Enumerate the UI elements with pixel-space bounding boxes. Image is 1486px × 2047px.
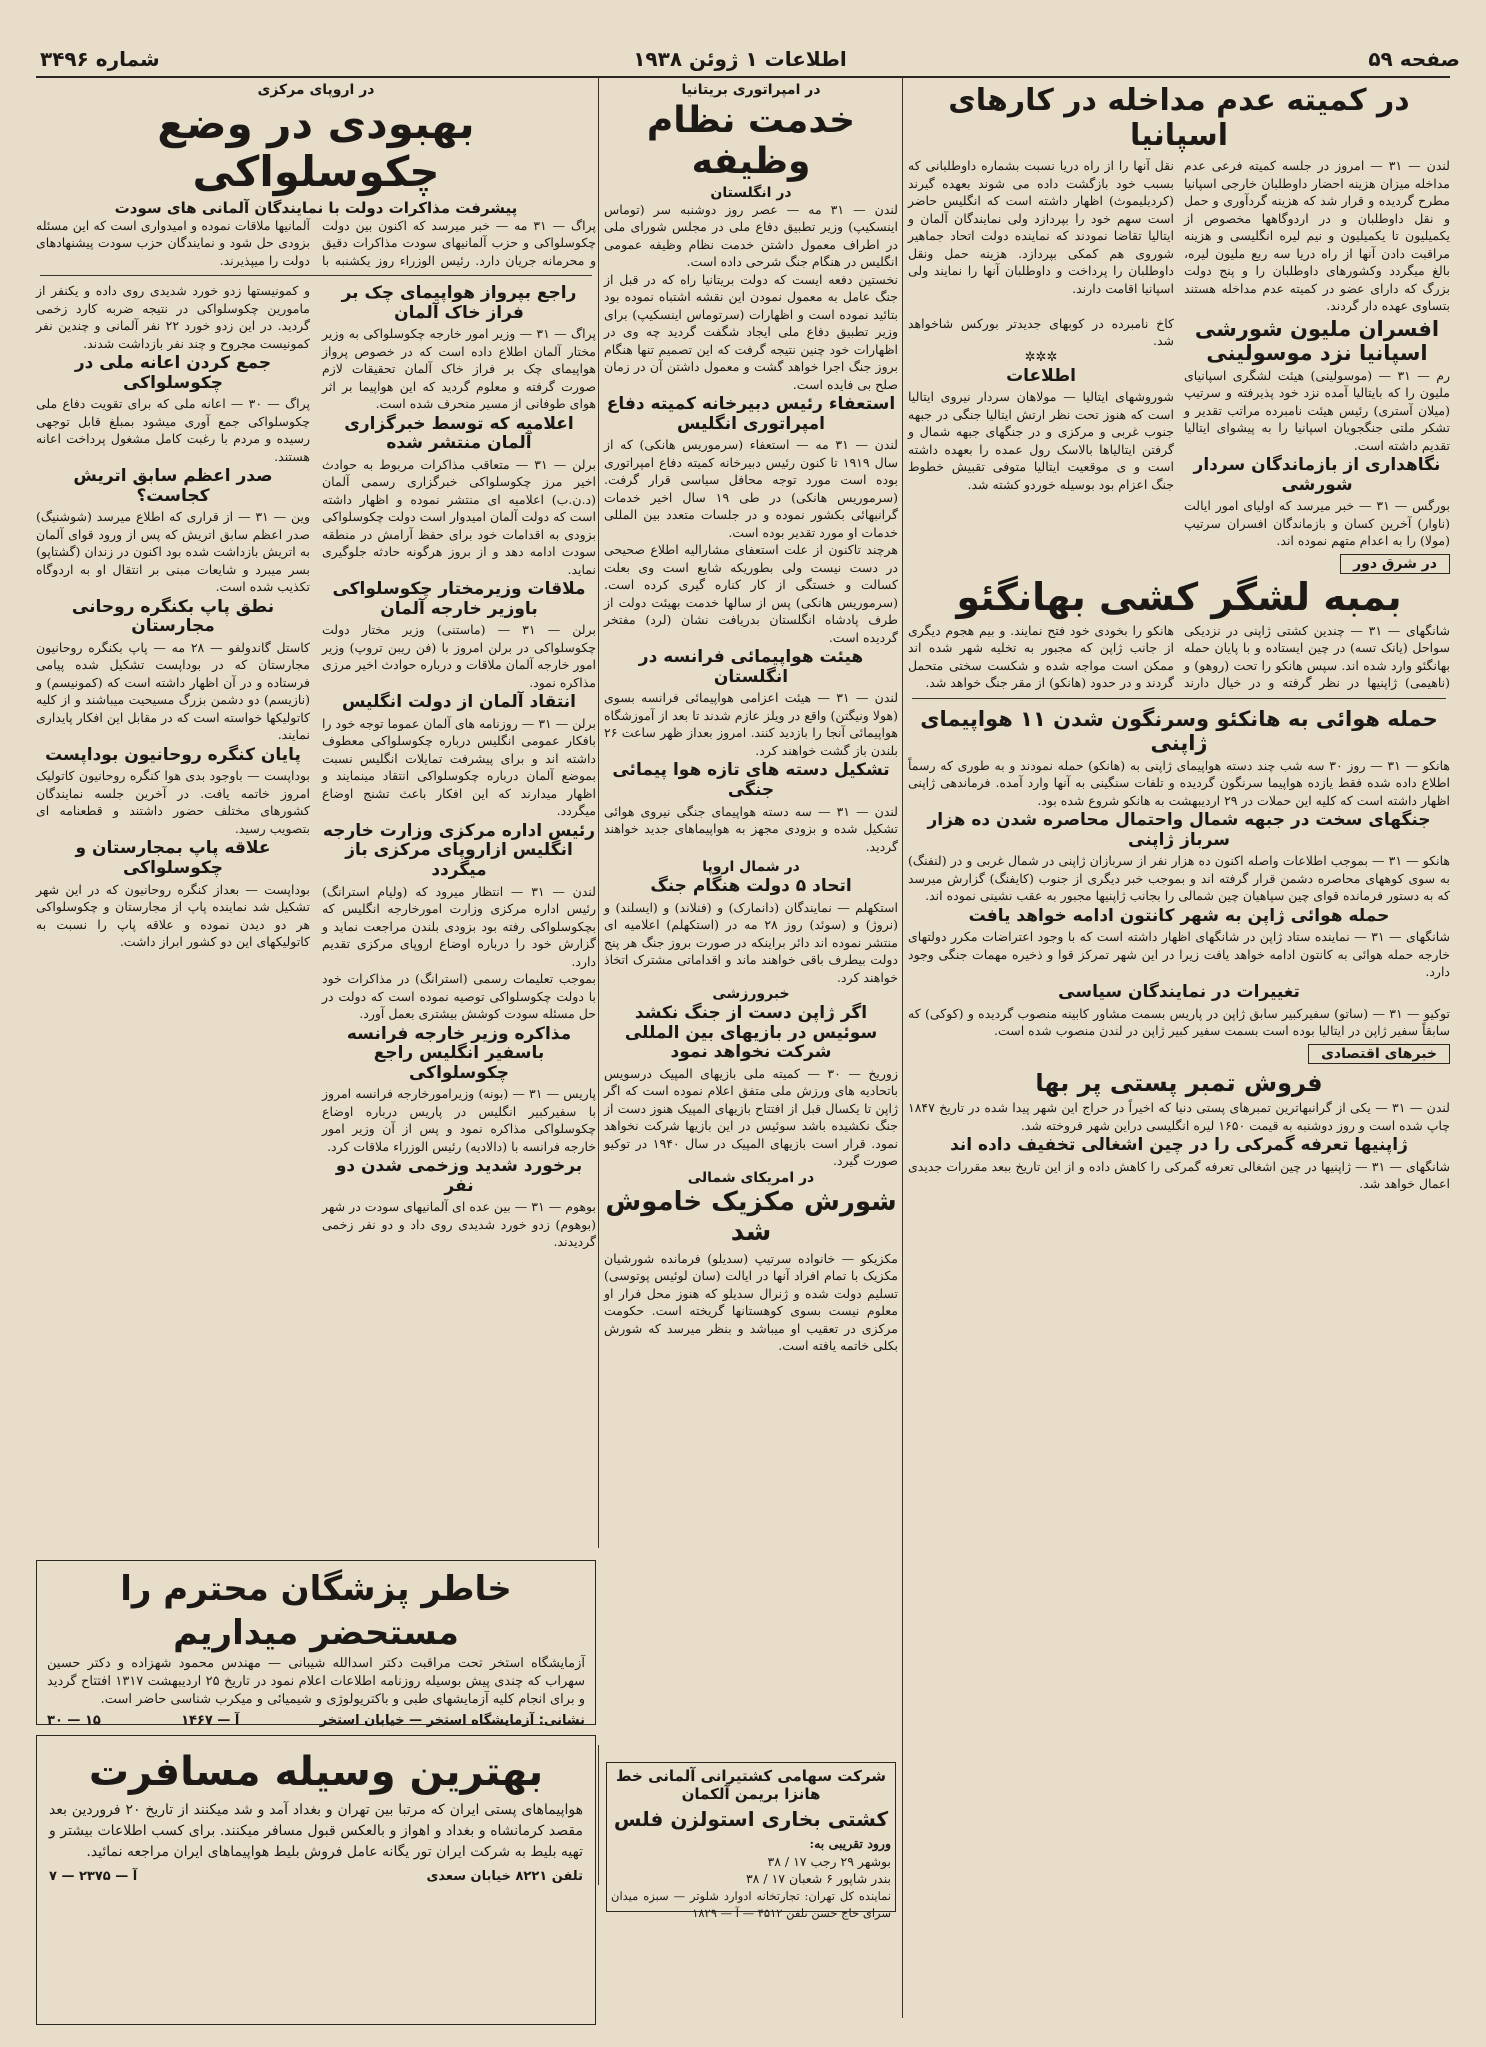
headline-protest: راجع بپرواز هواپیمای چک بر فراز خاک آلمان: [341, 283, 577, 323]
article-text: پاریس — ۳۱ — (بونه) وزیرامورخارجه فرانسه امروز با سفیرکبیر انگلیس در پاریس درباره اوضاع چکوسلواکی مذاکره نمود و پس از آن وزیر امور خارجه فرانسه با (دالادیه) رئیس الوزراء ملاقات کرد.: [322, 1086, 596, 1154]
section-america: در امریکای شمالی: [687, 1169, 815, 1186]
ad-shipping-arrival: ورود تقریبی به:: [809, 1836, 891, 1851]
article-text: لندن — ۳۱ — انتظار میرود که (ولیام استرانگ) رئیس اداره مرکزی وزارت امورخارجه انگلیس که بچکوسلواکی رفته بود بزودی بلندن مراجعت نماید و گزارش خود را درباره اوضاع اروپای مرکزی تقدیم دارد.: [322, 883, 596, 969]
article-text: مکزیکو — خانواده سرتیپ (سدیلو) فرمانده شورشیان مکزیک با تمام افراد آنها در ایالت (سان لوئیس پوتوسی) تسلیم دولت شده و ژنرال سدیلو که هنوز محل فرار او معلوم نیست بسوی کوهستانها گریخته است. حکومت مرکزی در تعقیب او میباشد و بنظر میرسد که شورش بکلی خاتمه یافته است.: [604, 1250, 898, 1354]
headline-squad: تشکیل دسته های تازه هوا پیمائی جنگی: [612, 760, 890, 801]
headline-canton: حمله هوائی ژاپن به شهر کانتون ادامه خواهد یافت: [968, 905, 1390, 926]
ad-shipping-row: بندر شاپور ۶ شعبان ۱۷ / ۳۸: [745, 1871, 891, 1886]
ad-travel: [36, 1735, 596, 2025]
ad-laboratory: [36, 1560, 596, 1728]
ad-shipping-row: بوشهر ۲۹ رجب ۱۷ / ۳۸: [767, 1853, 891, 1869]
headline-battles: جنگهای سخت در جبهه شمال واحتمال محاصره شدن ده هزار سرباز ژاپنی: [927, 810, 1431, 850]
article-text: بوداپست — بعداز کنگره روحانیون که در این شهر تشکیل شد نماینده پاپ از مجارستان و چکوسلواکی هر دو دیدن نموده و علاقه پاپ را نسبت به کاتولیکهای این دو کشور ابراز داشت.: [36, 881, 310, 950]
ad-laboratory-title: خاطر پزشگان محترم را مستحضر میداریم: [120, 1569, 512, 1653]
headline-conscription: خدمت نظام وظیفه: [646, 100, 856, 183]
article-text: لندن — ۳۱ — یکی از گرانبهاترین تمبرهای پستی دنیا که اخیراً در حراج این شهر پیدا شده در تاریخ ۱۸۴۷ چاپ شده است و روز دوشنبه به قیمت ۱۶۵۰ لیره انگلیسی دراین شهر فروخته شد.: [908, 1100, 1450, 1133]
column-rule: [598, 1745, 599, 1885]
headline-switz: اگر ژاپن دست از جنگ نکشد سوئیس در بازیهای بین المللی شرکت نخواهد نمود: [624, 1003, 878, 1063]
kicker-central-europe: در اروپای مرکزی: [257, 82, 375, 98]
article-text: بوداپست — باوجود بدی هوا کنگره روحانیون کاتولیک امروز خاتمه یافت. در آخرین جلسه نمایندگان کشورهای مختلف حضور داشتند و قطعنامه ای بتصویب رسید.: [36, 768, 310, 836]
headline-arrest: نگاهداری از بازماندگان سردار شورشی: [1193, 455, 1441, 495]
article-text: لندن — ۳۱ مه — عصر روز دوشنبه سر (توماس اینسکیپ) وزیر تطبیق دفاع ملی در مجلس شورای ملی در اطراف معمول داشتن خدمت نظام وظیفه عمومی انگلیس در هنگام جنگ شرحی داده است.: [604, 201, 898, 270]
ad-travel-title: بهترین وسیله مسافرت: [88, 1749, 544, 1795]
ad-travel-body: هواپیماهای پستی ایران که مرتبا بین تهران و بغداد آمد و شد میکنند از تاریخ ۲۰ فروردین بعد مقصد کرمانشاه و بغداد و اهواز و بالعکس قبول مسافر میکنند. برای کسب اطلاعات بیشتر و تهیه بلیط به شرکت ایران تور یگانه عامل فروش بلیط هواپیماهای ایران مراجعه نمائید.: [49, 1802, 583, 1860]
headline-air: حمله هوائی به هانکئو وسرنگون شدن ۱۱ هواپیمای ژاپنی: [920, 706, 1438, 755]
subhead-czech: پیشرفت مذاکرات دولت با نمایندگان آلمانی های سودت: [114, 198, 518, 217]
headline-stamps: فروش تمبر پستی پر بها: [1035, 1068, 1323, 1097]
ad-travel-phone: تلفن ۸۲۲۱ خیابان سعدی: [426, 1869, 583, 1884]
article-text: لندن — ۳۱ مه — استعفاء (سرموریس هانکی) که از سال ۱۹۱۹ تا کنون رئیس دبیرخانه کمیته دفاع امپراتوری بوده است مورد توجه محافل سیاسی قرار گرفت. (سرموریس هانکی) در طی ۱۹ سال اخیر خدمات گرانبهائی بکشور نموده و در جلسات متعدد بین المللی خدمات او مورد تقدیر بوده است.: [604, 437, 898, 540]
column-rule: [902, 78, 903, 2018]
masthead-rule: [36, 76, 1450, 78]
article-text: پراگ — ۳۰ — اعانه ملی که برای تقویت دفاع ملی چکوسلواکی جمع آوری میشود بمبلغ قابل توجهی رسیده و مردم با رغبت کامل مشغول پرداخت اعانه هستند.: [36, 396, 310, 464]
section-econ: خبرهای اقتصادی: [1308, 1044, 1450, 1064]
separator-stars: ✲✲✲: [1024, 349, 1058, 365]
article-text: لندن — ۳۱ — سه دسته هواپیمای جنگی نیروی هوائی تشکیل شده و بزودی مجهز به هواپیماهای جدید خواهند گردید.: [604, 803, 898, 854]
issue-date: اطلاعات ۱ ژوئن ۱۹۳۸: [633, 47, 847, 71]
headline-officers: افسران ملیون شورشی اسپانیا نزد موسولینی: [1194, 316, 1440, 365]
article-text: هرچند تاکنون از علت استعفای مشارالیه اطلاع صحیحی در دست نیست ولی بطوریکه شایع است وی بعلت کسالت و خستگی از کار کناره گیری کرده است. (سرموریس هانکی) پس از سالها خدمت بهیئت دولت از طرف پادشاه انگلستان بدریافت نشان (لرد) مفتخر گردیده است.: [604, 542, 898, 645]
article-text: لندن — ۳۱ — هیئت اعزامی هواپیمائی فرانسه بسوی (هولا ونیگتن) واقع در ویلز عازم شدند تا بعد از آموزشگاه هواپیمائی آنجا را بازدید کنند. امروز بعداز ظهر ساعت ۲۶ بلندن باز گشت خواهند کرد.: [604, 690, 898, 758]
headline-nonintervention: در کمیته عدم مداخله در کارهای اسپانیا: [948, 83, 1410, 153]
headline-announce: اعلامیه که توسط خبرگزاری آلمان منتشر شده: [344, 413, 574, 454]
headline-pope: نطق پاپ بکنگره روحانی مجارستان: [71, 596, 275, 637]
article-text: استکهلم — نمایندگان (دانمارک) و (فنلاند) و (ایسلند) و (نروژ) و (سوئد) روز ۲۸ مه در (استکهلم) اعلامیه ای منتشر نموده اند دائر براینکه در صورت بروز جنگ هر پنج دولت بیطرف باقی خواهند ماند و اقداماتی مشترک اتخاذ خواهند کرد.: [604, 899, 898, 985]
headline-bomb: بمبه لشگر کشی بهانگئو: [956, 574, 1402, 619]
headline-meeting: ملاقات وزیرمختار چکوسلواکی باوزیر خارجه آلمان: [332, 579, 586, 619]
section-sport: خبرورزشی: [712, 986, 790, 1003]
article-text: لندن — ۳۱ — امروز در جلسه کمیته فرعی عدم مداخله میزان هزینه احضار داوطلبان خارجی اسپانیا مطرح گردیده و قرار شد که هزینه گردآوری و حمل و نقل داوطلبان و در اردوگاهها مخصوص از یکمیلیون تا یکمیلیون و نیم لیره انگلیسی و هزینه مراقبت دادن آنها از راه دریا سه ربع ملیون لیره، بالغ میگردد وکشورهای داوطلبان را و پنج دولت بزرگ که دارای عضو در کمیته عدم مداخله هستند بتساوی عهده دار گردند.: [1184, 158, 1450, 313]
ad-shipping-title: شرکت سهامی کشتیرانی آلمانی خط هانزا بریمن آلکمان: [616, 1767, 886, 1803]
ad-shipping-subtitle: کشتی بخاری استولزن فلس: [613, 1807, 889, 1831]
headline-mexico: شورش مکزیک خاموش شد: [605, 1186, 897, 1247]
headline-rel: علاقه پاپ بمجارستان و چکوسلواکی: [75, 838, 271, 878]
article-text: شوروشهای ایتالیا — مولاهان سردار نیروی ایتالیا است که هنوز تحت نظر ارتش ایتالیا جنگی در جبهه جنوب غربی و مرکزی و در جنگهای جبهه شمال و گرفتن ایتالیاها بالاسک رول عمده را بعهده داشته است و ی موقعیت ایتالیا متوفی تقبیش خطوط جنگ اعزام بود بوسیله خوردو کشته شد.: [908, 389, 1174, 492]
headline-head: رئیس اداره مرکزی وزارت خارجه انگلیس ازاروپای مرکزی باز میگردد: [322, 820, 596, 881]
section-north: در شمال اروپا: [702, 859, 800, 876]
article-text: و کمونیستها زدو خورد شدیدی روی داده و یکنفر از مامورین چکوسلواکی در نتیجه ضربه کارد زخمی گردید. در این زدو خورد ۲۲ نفر آلمانی و چندین نفر کمونیست مجروح و چند نفر بازداشت شدند.: [36, 283, 310, 351]
article-text: برلن — ۳۱ — متعاقب مذاکرات مربوط به حوادث اخیر مرز چکوسلواکی خبرگزاری رسمی آلمان (د.ن.ب) اعلامیه ای منتشر نموده و اظهار داشته است که دولت آلمان امیدوار است دولت چکوسلواکی بزودی به اقدامات خود برای حفظ آرامش در منطقه سودت ادامه دهد و از بروز هرگونه حادثه جلوگیری نماید.: [322, 456, 596, 577]
headline-union: اتحاد ۵ دولت هنگام جنگ: [650, 876, 852, 897]
article-text: وین — ۳۱ — از قراری که اطلاع میرسد (شوشنیگ) صدر اعظم سابق اتریش که پس از ورود قوای آلمان به اتریش بازداشت شده بود اکنون در زندان (گشتاپو) بسر میبرد و شایعات مبنی بر انتقال او به اردوگاه تکذیب شده است.: [36, 509, 310, 595]
ad-laboratory-dates: ۱۵ — ۳۰: [47, 1713, 101, 1728]
article-text: زوریخ — ۳۰ — کمیته ملی بازیهای المپیک درسویس باتحادیه های ورزش ملی متفق اعلام نموده است که اگر ژاپن تا یکسال قبل از افتتاح بازیهای المپیک هنوز دست از جنگ نکشیده باشد سوئیس در این بازیها شرکت نخواهد نمود. قرار است بازیهای المپیک در سال ۱۹۴۰ در توکیو صورت گیرد.: [604, 1065, 899, 1169]
issue-number: شماره ۳۴۹۶: [40, 47, 160, 71]
ad-shipping: [606, 1762, 896, 1920]
article-text: بموجب تعلیمات رسمی (استرانگ) در مذاکرات خود با دولت چکوسلواکی توصیه نموده است که دولت در حل مسئله سودت کوشش بیشتری بعمل آورد.: [322, 971, 596, 1022]
article-text: هانکو — ۳۱ — روز ۳۰ سه شب چند دسته هواپیمای ژاپنی به (هانکو) حمله نمودند و به طوری که رسماً اطلاع داده شده فقط یازده هواپیما سرنگون گردیده و تلفات سنگینی به آنها وارد آمده. فرماندهی ژاپنی اظهار داشته است که کلیه این حملات در ۲۹ اردیبهشت به هانکو شروع شده بود.: [908, 757, 1451, 808]
article-text: هانکو — ۳۱ — بموجب اطلاعات واصله اکنون ده هزار نفر از سربازان ژاپنی در شمال غربی و در (لنفنگ) به سوی کوههای محاصره دشمن قرار گرفته اند و بموجب خبر دیگری از جنوب (کایفنگ) گزارش میرسد که به دستور فرمانده قوای چین سپاهیان چین شمالی را بجانب ژاپنیها مجبور به عقب نشینی نموده اند.: [908, 853, 1450, 904]
article-text: برلن — ۳۱ — (ماستنی) وزیر مختار دولت چکوسلواکی در برلن امروز با (فن ریبن تروپ) وزیر امور خارجه آلمان ملاقات و درباره حوادث اخیر مرزی مذاکره نمود.: [322, 622, 596, 690]
section-fareast: در شرق دور: [1340, 554, 1450, 574]
article-text: بورگس — ۳۱ — خبر میرسد که اولیای امور ایالت (ناوار) آخرین کسان و بازماندگان افسران سرتیپ (مولا) را به اعدام متهم نموده اند.: [1184, 498, 1450, 549]
headline-changes: تغییرات در نمایندگان سیاسی: [1058, 981, 1300, 1002]
article-text: کاستل گاندولفو — ۲۸ مه — پاپ بکنگره روحانیون مجارستان که در بوداپست تشکیل شده پیامی فرستاده و در آن اظهار داشته است که (کمونیسم) و (نازیسم) دو دشمن بزرگ مسیحیت میباشند و از کلیه کاتولیکها خواسته است که در مقابل این افکار پایداری نمایند.: [36, 639, 310, 743]
ad-shipping-agent: نماینده کل تهران: تجارتخانه ادوارد شلوتر — سبزه میدان سرای حاج حسن تلفن ۴۵۱۲ — آ — ۱۸۲۹: [611, 1888, 891, 1920]
headline-czech: بهبودی در وضع چکوسلواکی: [157, 99, 475, 197]
subhead-england: در انگلستان: [710, 184, 792, 201]
article-text: توکیو — ۳۱ — (ساتو) سفیرکبیر سابق ژاپن در پاریس بسمت مشاور کابینه منصوب گردیده و (کوکی) که سابقاً سفیر ژاپن در ایتالیا بوده است بسمت سفیر کبیر ژاپن در لندن منصوب شده است.: [908, 1005, 1450, 1039]
headline-end: پایان کنگره روحانیون بوداپست: [45, 744, 301, 765]
divider: [40, 275, 592, 276]
headline-critique: انتقاد آلمان از دولت انگلیس: [342, 692, 576, 713]
article-text: بوهوم — ۳۱ — بین عده ای آلمانیهای سودت در شهر (بوهوم) زدو خورد شدیدی روی داد و دو نفر زخمی گردیدند.: [322, 1199, 596, 1250]
headline-resign: استعفاء رئیس دبیرخانه کمیته دفاع امپراتوری انگلیس: [606, 394, 896, 434]
article-text: نقل آنها را از راه دریا نسبت بشماره داوطلبانی که بسبب خود بازگشت داده می شوند بعهده گیرند (کردیلیموث) اظهار داشته است که انگلیس حاضر است سهم خود را بپردازد ولی نمایندگان آلمان و ایتالیا تقاضا نمودند که نماینده دولت اتحاد جماهیر شوروی هم کمکی بپردازد. هزینه حمل ونقل داوطلبان را پرداخت و داوطلبان آنها را نمایند ولی اسپانیا اقامت دارند.: [908, 158, 1174, 296]
article-text: شانگهای — ۳۱ — چندین کشتی ژاپنی در نزدیکی سواحل (یانک تسه) در چین ایستاده و با پایان حمله بهانگئو وارد شده اند. سپس هانکو را تحت (روهو) و (ناهیمی) ژاپنیها در نظر گرفته و در خیال دارند هانکو را بخودی خود فتح نمایند. و بیم هجوم دیگری از جانب ژاپن که مجبور به تخلیه شهر شده اند ممکن است مواجه شده و شکست سختی متحمل گردند و در حدود (هانکو) از مقر جنگ خواهد شد.: [908, 622, 1450, 691]
page-number: صفحه ۵۹: [1368, 47, 1460, 71]
article-text: پراگ — ۳۱ مه — خبر میرسد که اکنون بین دولت چکوسلواکی و حزب آلمانیهای سودت مذاکرات دقیق و محرمانه جریان دارد. رئیس الوزراء روز یکشنبه با آلمانیها ملاقات نموده و امیدواری است که این مسئله بزودی حل شود و نمایندگان حزب سودت پیشنهادهای دولت را میپذیرند.: [36, 217, 596, 268]
kicker-empire: در امپراتوری بریتانیا: [681, 82, 821, 98]
article-text: رم — ۳۱ — (موسولینی) هیئت لشگری اسپانیای ملیون را که بایتالیا آمده نزد خود پذیرفته و سرتیپ (میلان آستری) رئیس هیئت نامبرده مراتب تقدیر و تشکر ملتی جنگجویان اسپانیا را به پیشوای ایتالیا تقدیم داشته است.: [1184, 367, 1450, 453]
ad-laboratory-address: نشانی: آزمایشگاه استخر — خیابان استخر: [319, 1713, 585, 1728]
article-text: نخستین دفعه ایست که دولت بریتانیا راه که در قبل از جنگ عامل به معمول نمودن این نقشه اشتباه نموده بود بتائید نموده است و اظهارات (سرتوماس اینسکیپ) برای وزیر تطبیق دفاع ملی ایجاد شگفت گردید چه وی در اظهارات خود چنین نتیجه گرفت که این تصمیم تنها هنگام بروز جنگ اجرا خواهد گشت و معمول داشتن آن در زمان صلح بی فایده است.: [604, 271, 898, 392]
ad-travel-code: آ — ۲۳۷۵ — ۷: [49, 1869, 138, 1884]
headline-ettelaat: اطلاعات: [1006, 365, 1076, 386]
headline-talks: مذاکره وزیر خارجه فرانسه باسفیر انگلیس راجع چکوسلواکی: [346, 1023, 572, 1083]
column-rule: [598, 78, 599, 1548]
column-left: [36, 82, 596, 1552]
ad-laboratory-code: آ — ۱۴۶۷: [181, 1713, 240, 1728]
article-text: پراگ — ۳۱ — وزیر امور خارجه چکوسلواکی به وزیر مختار آلمان اطلاع داده است که در خصوص پرواز هواپیمای چک بر فراز خاک آلمان تحقیقات لازم صورت گرفته و معلوم گردید که این هواپیما بر اثر هوای طوفانی از مسیر منحرف شده است.: [322, 326, 596, 412]
article-text: شانگهای — ۳۱ — ژاپنیها در چین اشغالی تعرفه گمرکی را کاهش داده و از این تاریخ ببعد مقررات جدیدی اعمال خواهد شد.: [908, 1158, 1450, 1192]
article-text: کاخ نامبرده در کوبهای جدیدتر بورکس شاخواهد شد.: [908, 315, 1174, 348]
headline-tariff: ژاپنیها تعرفه گمرکی را در چین اشغالی تخفیف داده اند: [950, 1135, 1408, 1156]
headline-dalmia: جمع کردن اعانه ملی در چکوسلواکی: [74, 353, 272, 393]
ad-laboratory-body: آزمایشگاه استخر تحت مراقبت دکتر اسدالله شیبانی — مهندس محمود شهزاده و دکتر حسین سهراب که چندی پیش بوسیله روزنامه اطلاعات اعلام نمود در تاریخ ۲۵ اردیبهشت ۱۳۱۷ افتتاح گردید و برای انجام کلیه آزمایشهای طبی و باکتریولوژی و شیمیائی و میکرب شناسی حاضر است.: [47, 1656, 585, 1707]
divider: [912, 698, 1446, 699]
headline-plane: هیئت هواپیمائی فرانسه در انگلستان: [638, 647, 864, 687]
column-middle: [604, 82, 898, 2022]
column-right: [908, 82, 1450, 2022]
article-text: شانگهای — ۳۱ — نماینده ستاد ژاپن در شانگهای اظهار داشته است که با وجود اعتراضات مکرر دولتهای خارجه حمله هوائی به کانتون ادامه خواهد یافت زیرا در این شهر تمرکز قوا و ذخیره مهمات جنگی وجود دارد.: [908, 929, 1450, 980]
headline-chief: صدر اعظم سابق اتریش کجاست؟: [73, 466, 273, 506]
headline-dispute: برخورد شدید وزخمی شدن دو نفر: [335, 1156, 583, 1196]
article-text: برلن — ۳۱ — روزنامه های آلمان عموما توجه خود را بافکار عمومی انگلیس درباره چکوسلواکی معطوف داشته اند و برای پیشرفت تمایلات انگلیس نسبت بموضع آلمان درباره چکوسلواکی انتقاد مینمایند و اظهار میدارند که این افکار باعث تشنج اوضاع میگردد.: [322, 715, 596, 819]
